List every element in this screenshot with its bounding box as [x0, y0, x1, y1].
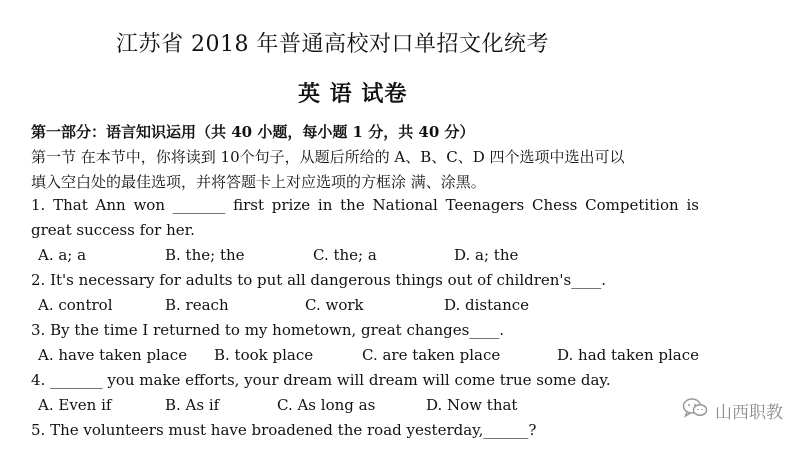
section-intro-line-1: 第一节 在本节中，你将读到 10个句子，从题后所给的 A、B、C、D 四个选项中选出可以 — [31, 148, 625, 166]
question-3-options — [38, 346, 718, 366]
question-1-line-2: great success for her. — [31, 221, 195, 239]
question-4-option-d: D. Now that — [426, 396, 518, 414]
question-4-options — [38, 396, 718, 416]
wechat-icon — [682, 397, 708, 424]
question-2-option-d: D. distance — [444, 296, 530, 314]
question-3-option-d: D. had taken place — [557, 346, 699, 364]
paper-title: 英 语 试卷 — [298, 81, 408, 107]
question-1-option-a: A. a; a — [38, 246, 87, 264]
part-title: 第一部分：语言知识运用（共 40 小题，每小题 1 分，共 40 分） — [31, 123, 475, 141]
question-3-line-1: 3. By the time I returned to my hometown, great changes____. — [31, 321, 505, 339]
exam-title: 江苏省 2018 年普通高校对口单招文化统考 — [116, 32, 549, 57]
question-4-option-c: C. As long as — [277, 396, 376, 414]
question-2-option-c: C. work — [305, 296, 364, 314]
question-3-option-c: C. are taken place — [362, 346, 501, 364]
question-2-options — [38, 296, 718, 316]
question-2-line-1: 2. It's necessary for adults to put all dangerous things out of children's____. — [31, 271, 607, 289]
question-4-option-b: B. As if — [165, 396, 220, 414]
question-4-line-1: 4. _______ you make efforts, your dream will dream will come true some day. — [31, 371, 611, 389]
question-4-option-a: A. Even if — [38, 396, 112, 414]
watermark-label: 山西职教 — [715, 403, 783, 423]
question-5-line-1: 5. The volunteers must have broadened the road yesterday,______? — [31, 421, 537, 439]
watermark — [682, 397, 783, 424]
question-2-option-a: A. control — [38, 296, 113, 314]
section-intro-line-2: 填入空白处的最佳选项，并将答题卡上对应选项的方框涂 满、涂黑。 — [31, 173, 486, 191]
question-3-option-b: B. took place — [214, 346, 314, 364]
question-1-option-b: B. the; the — [165, 246, 245, 264]
question-1-option-d: D. a; the — [454, 246, 519, 264]
question-3-option-a: A. have taken place — [38, 346, 188, 364]
question-1-line-1: 1. That Ann won _______ first prize in the National Teenagers Chess Competition is — [31, 196, 699, 214]
question-1-option-c: C. the; a — [313, 246, 377, 264]
question-1-options — [38, 246, 718, 266]
question-2-option-b: B. reach — [165, 296, 229, 314]
